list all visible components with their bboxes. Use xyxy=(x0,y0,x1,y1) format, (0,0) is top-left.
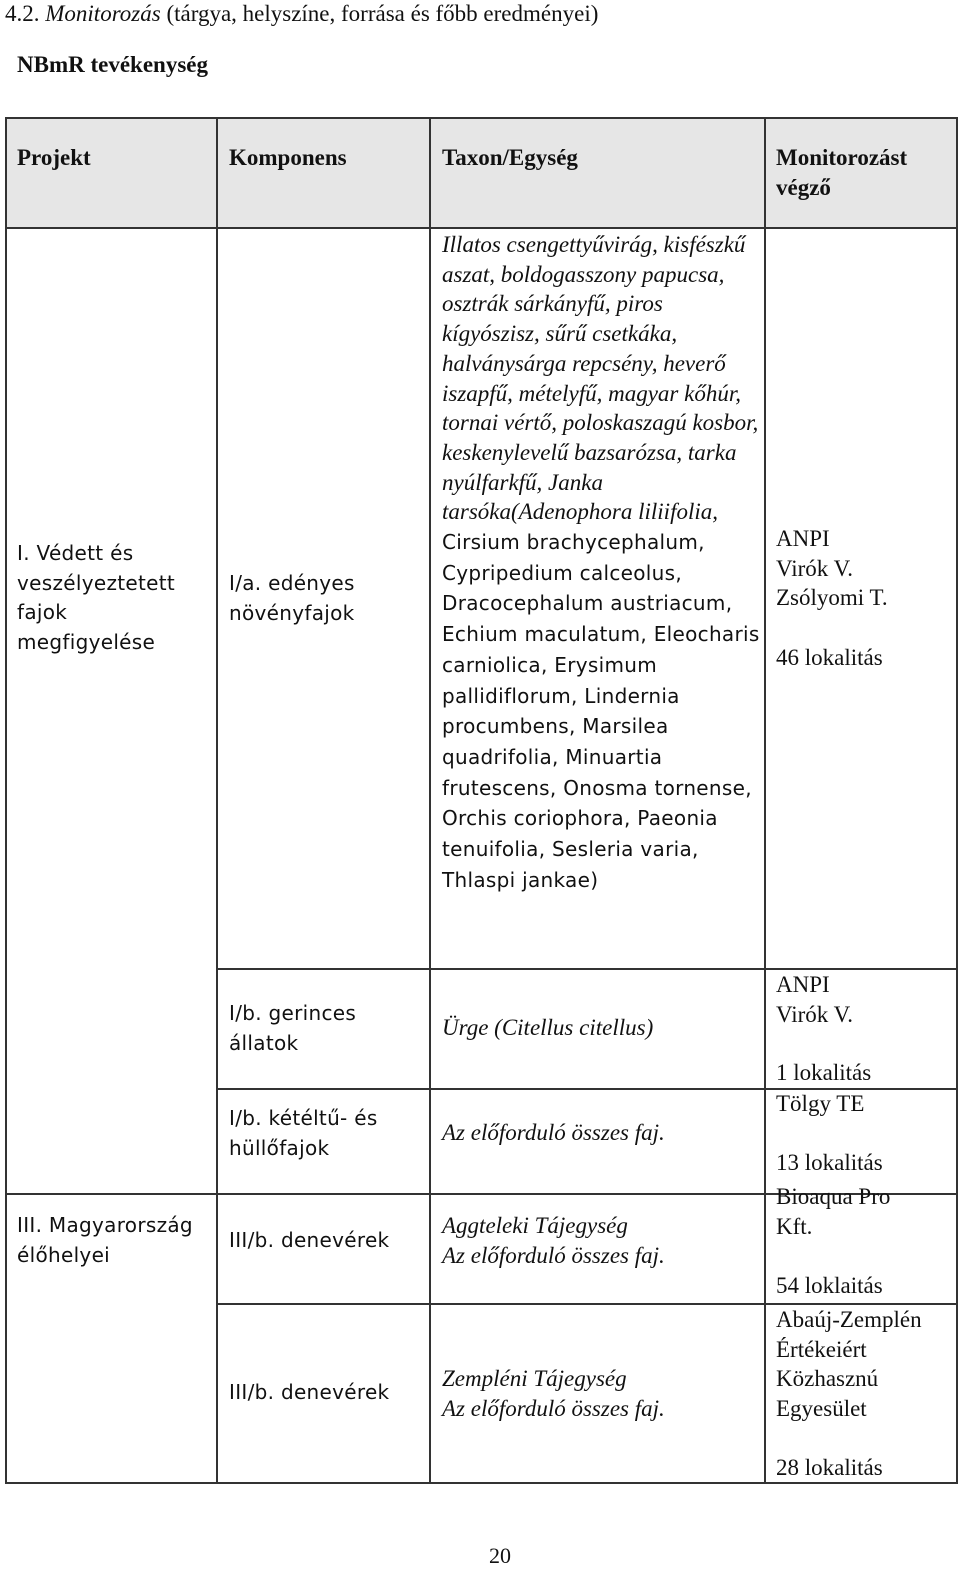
component-row-3: I/b. kétéltű- és hüllőfajok xyxy=(229,1106,378,1160)
column-divider xyxy=(764,117,766,1484)
component-row-2: I/b. gerinces állatok xyxy=(229,1001,357,1055)
performer-name: Értékeiért xyxy=(776,1336,867,1362)
taxon-line: Zempléni Tájegység xyxy=(442,1366,627,1391)
header-monitorozast-vegzo: Monitorozást végző xyxy=(776,145,908,200)
component-row-5: III/b. denevérek xyxy=(229,1380,390,1404)
header-taxon: Taxon/Egység xyxy=(442,145,578,170)
taxon-row-1 xyxy=(442,230,760,895)
table-border-left xyxy=(5,117,7,1484)
performer-name: Egyesület xyxy=(776,1396,867,1422)
performer-row-1 xyxy=(776,524,946,613)
section-title-rest: (tárgya, helyszíne, forrása és főbb eredményei) xyxy=(160,1,599,26)
page-number: 20 xyxy=(489,1543,511,1568)
section-heading xyxy=(5,0,598,28)
performer-name: Abaúj-Zemplén xyxy=(776,1307,922,1332)
performer-row-4 xyxy=(776,1182,946,1241)
performer-name: Zsólyomi T. xyxy=(776,585,888,611)
taxon-row-4 xyxy=(442,1211,760,1270)
taxon-line: Aggteleki Tájegység xyxy=(442,1213,628,1238)
table-header-divider xyxy=(5,227,958,229)
count-row-5: 28 lokalitás xyxy=(776,1455,883,1480)
taxon-row-3: Az előforduló összes faj. xyxy=(442,1120,665,1145)
performer-name: ANPI xyxy=(776,526,830,551)
subtitle: NBmR tevékenység xyxy=(17,52,208,77)
taxon-row-5 xyxy=(442,1364,760,1423)
taxon-line: Az előforduló összes faj. xyxy=(442,1242,665,1268)
performer-row-5 xyxy=(776,1305,954,1424)
project-divider xyxy=(5,1193,218,1195)
taxon-row-1-latin: Cirsium brachycephalum, Cypripedium calceolus, Dracocephalum austriacum, Echium maculatum, Eleocharis carniolica, Erysimum pallidiflorum, Lindernia procumbens, Marsilea quadrifolia, Minuartia frutescens, Onosma tornense, Orchis coriophora, Paeonia tenuifolia, Sesleria varia, Thlaspi jankae) xyxy=(442,530,760,892)
count-row-1: 46 lokalitás xyxy=(776,645,883,670)
header-projekt: Projekt xyxy=(17,145,91,170)
taxon-line: Az előforduló összes faj. xyxy=(442,1395,665,1421)
performer-name: Virók V. xyxy=(776,555,854,581)
performer-name: Virók V. xyxy=(776,1001,854,1027)
project-3: III. Magyarország élőhelyei xyxy=(17,1213,193,1267)
component-row-4: III/b. denevérek xyxy=(229,1228,390,1252)
performer-name: Közhasznú xyxy=(776,1366,879,1392)
taxon-row-1-common: Illatos csengettyűvirág, kisfészkű aszat, boldogasszony papucsa, osztrák sárkányfű, piros kígyószisz, sűrű csetkáka, halványsárga repcsény, heverő iszapfű, mételyfű, magyar kőhúr, tornai vértő, poloskaszagú kosbor, keskenylevelű bazsarózsa, tarka nyúlfarkfű, Janka tarsóka(Adenophora liliifolia, xyxy=(442,232,759,525)
performer-name: ANPI xyxy=(776,972,830,997)
section-title-italic: Monitorozás xyxy=(45,1,161,26)
column-divider xyxy=(216,117,218,1484)
count-row-2: 1 lokalitás xyxy=(776,1060,872,1085)
performer-name: Kft. xyxy=(776,1213,813,1239)
taxon-row-2: Ürge (Citellus citellus) xyxy=(442,1015,654,1040)
column-divider xyxy=(429,117,431,1484)
performer-row-2 xyxy=(776,970,946,1029)
performer-row-3 xyxy=(776,1089,946,1119)
table-border-top xyxy=(5,117,958,119)
count-row-4: 54 loklaitás xyxy=(776,1273,883,1298)
performer-name: Bioaqua Pro xyxy=(776,1184,891,1209)
project-1: I. Védett és veszélyeztetett fajok megfigyelése xyxy=(17,541,176,655)
section-number: 4.2. xyxy=(5,1,40,26)
count-row-3: 13 lokalitás xyxy=(776,1150,883,1175)
table-border-right xyxy=(956,117,958,1484)
performer-name: Tölgy TE xyxy=(776,1091,865,1116)
header-komponens: Komponens xyxy=(229,145,347,170)
component-row-1: I/a. edényes növényfajok xyxy=(229,571,355,625)
